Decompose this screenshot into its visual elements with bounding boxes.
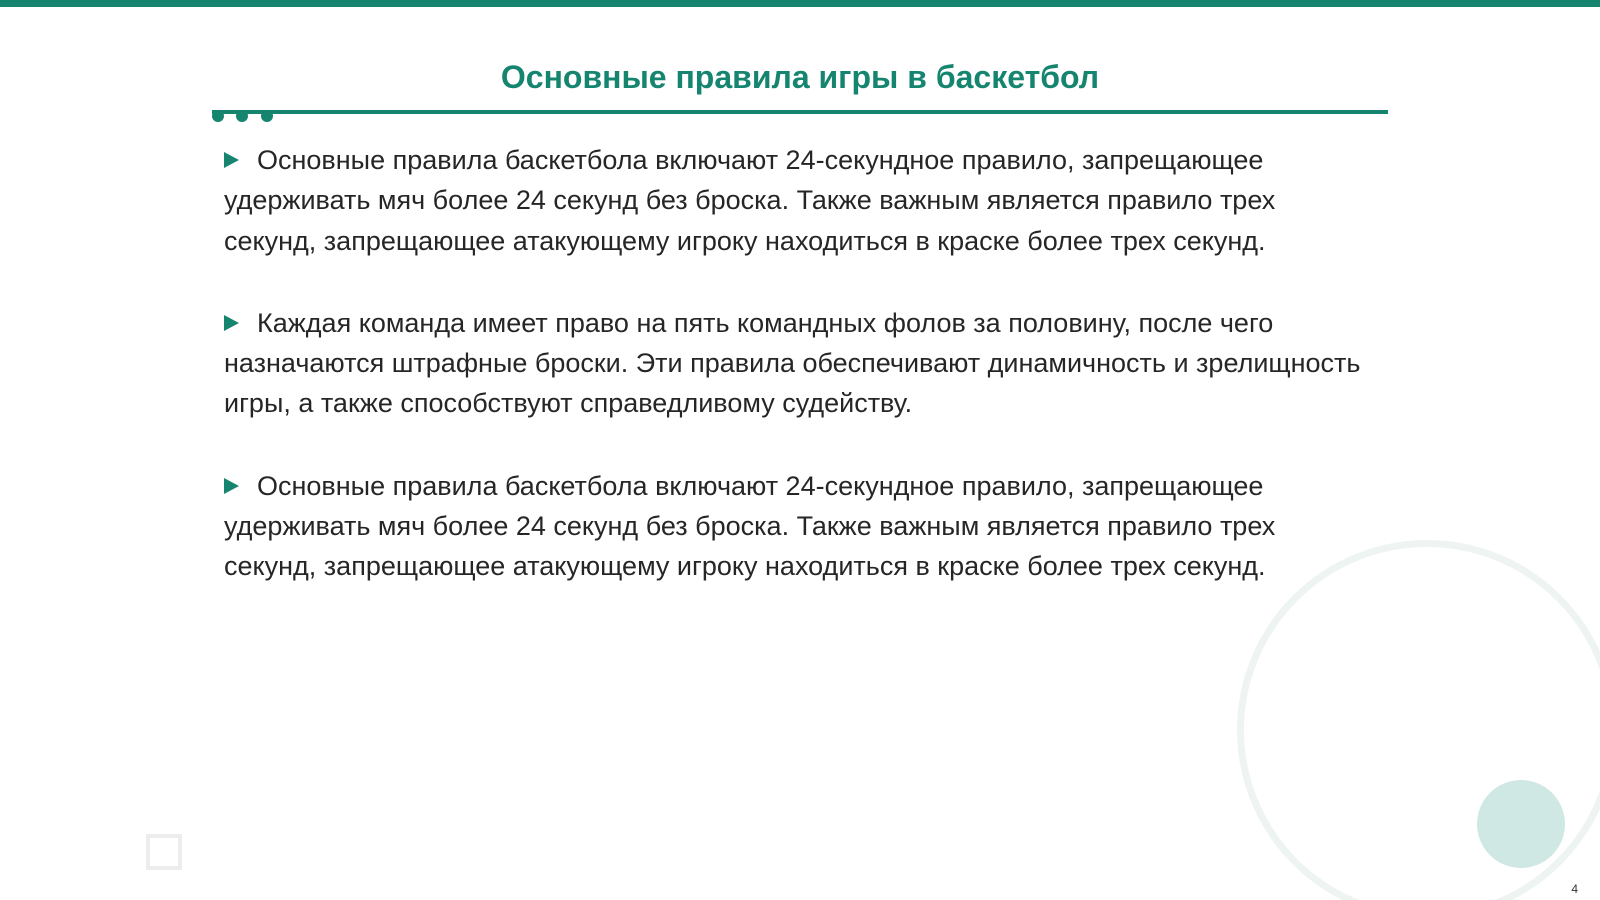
bullet-text: Основные правила баскетбола включают 24-секундное правило, запрещающее удерживать мяч более 24 секунд без броска. Также важным является правило трех секунд, запрещающее атакующему игроку находиться в краске более трех секунд.: [224, 145, 1276, 256]
bullet-item: [224, 466, 1374, 587]
dot-icon: [212, 110, 224, 122]
bullet-text: Каждая команда имеет право на пять командных фолов за половину, после чего назначаются штрафные броски. Эти правила обеспечивают динамичность и зрелищность игры, а также способствуют справедливому судейству.: [224, 307, 1361, 419]
bullet-list: [224, 140, 1374, 587]
decorative-circle: [1477, 780, 1565, 868]
decorative-square: [146, 834, 182, 870]
triangle-bullet-icon: [224, 478, 239, 494]
triangle-bullet-icon: [224, 152, 239, 168]
title-underline: [212, 110, 1388, 114]
bullet-text: Основные правила баскетбола включают 24-секундное правило, запрещающее удерживать мяч более 24 секунд без броска. Также важным является правило трех секунд, запрещающее атакующему игроку находиться в краске более трех секунд.: [224, 470, 1276, 582]
bullet-item: [224, 140, 1374, 261]
dot-icon: [261, 110, 273, 122]
bullet-item: [224, 303, 1374, 424]
top-accent-bar: [0, 0, 1600, 7]
dot-icon: [236, 110, 248, 122]
page-number: 4: [1571, 882, 1578, 896]
triangle-bullet-icon: [224, 315, 239, 331]
slide-title: Основные правила игры в баскетбол: [500, 59, 1100, 95]
